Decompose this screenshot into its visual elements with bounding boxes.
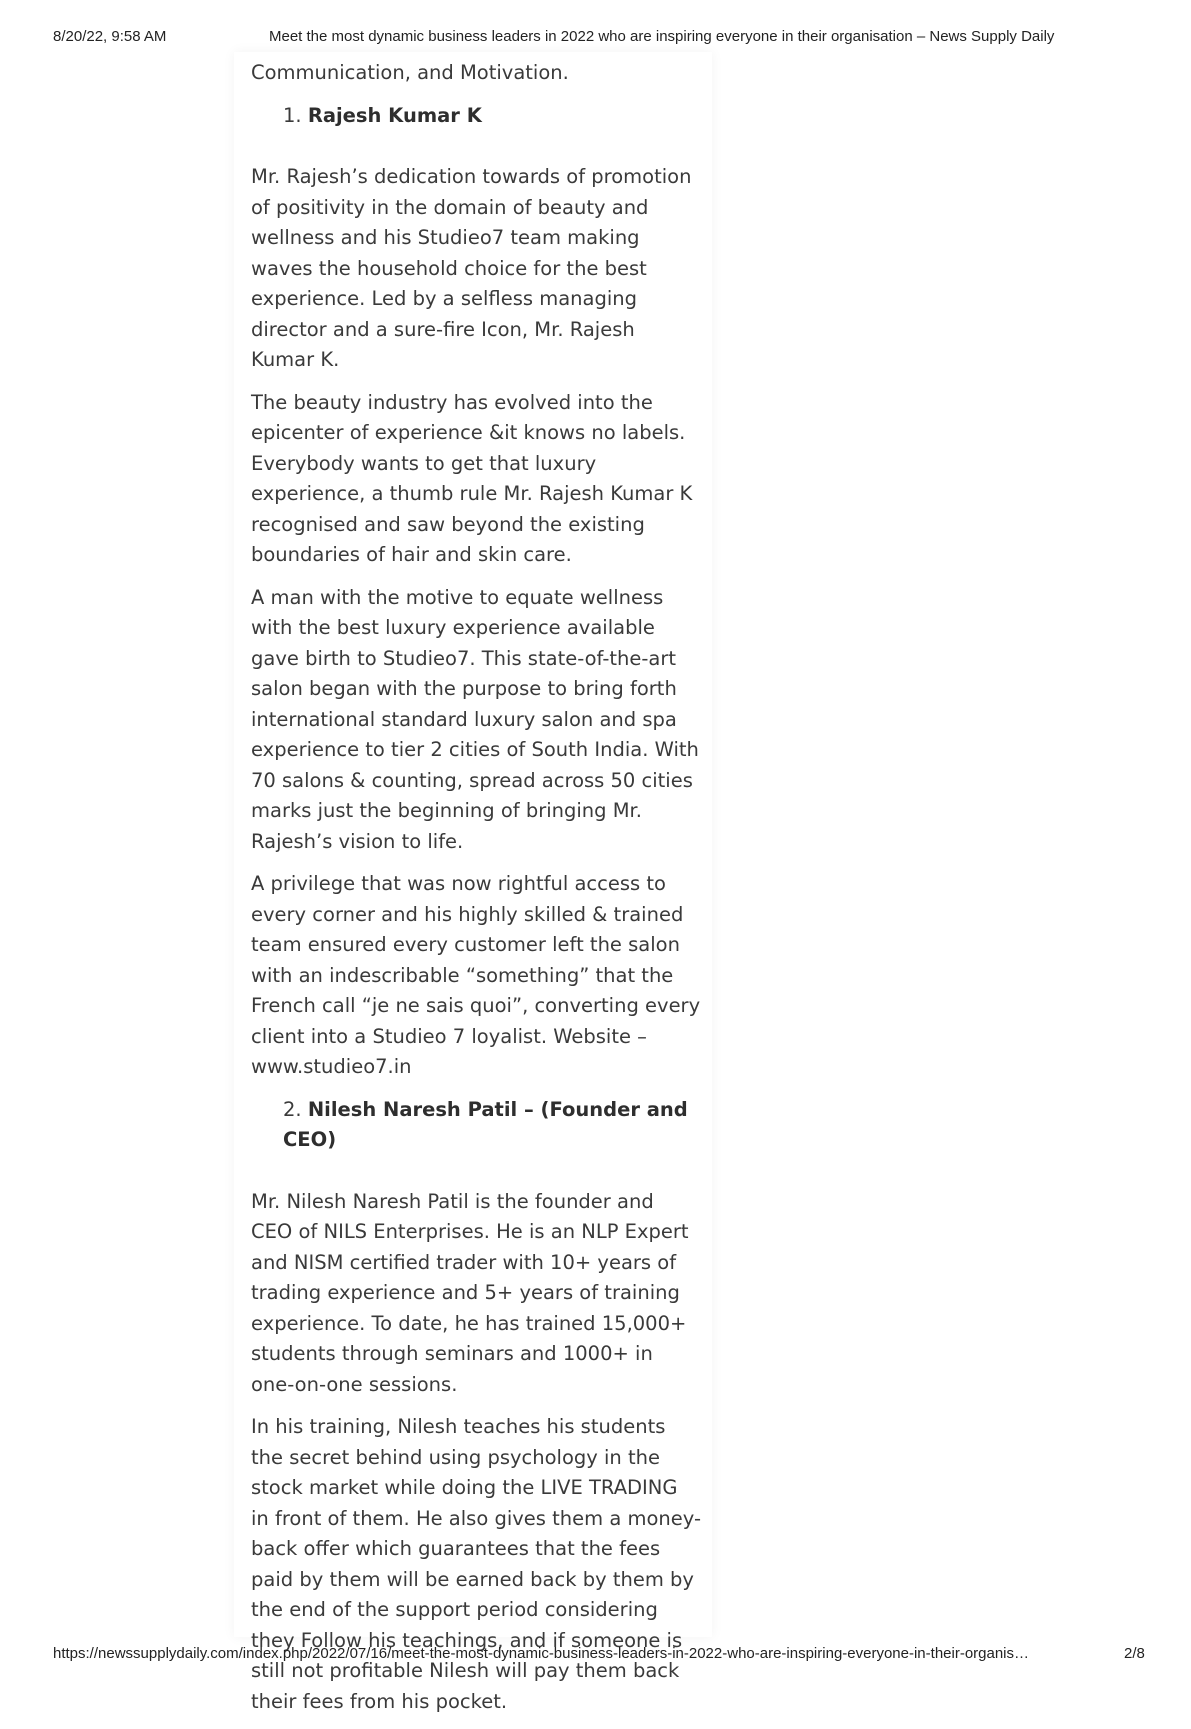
- article-paragraph: The beauty industry has evolved into the epicenter of experience &it knows no labels. Everybody wants to get that luxury experience, a thumb rule Mr. Rajesh Kumar K recognised and saw beyond the existing boundaries of hair and skin care.: [251, 390, 693, 566]
- print-page-title: Meet the most dynamic business leaders in 2022 who are inspiring everyone in their organisation – News Supply Daily: [269, 28, 1055, 45]
- page-url: https://newssupplydaily.com/index.php/2022/07/16/meet-the-most-dynamic-business-leaders-in-2022-who-are-inspiring-everyone-in-their-organis…: [53, 1645, 1030, 1662]
- leader-heading-1: [251, 101, 701, 132]
- article-paragraph: A privilege that was now rightful access to every corner and his highly skilled & trained team ensured every customer left the salon with an indescribable “something” that the French call “je ne sais quoi”, converting every client into a Studieo 7 loyalist. Website – www.studieo7.in: [251, 872, 701, 1078]
- page-number: 2/8: [1124, 1645, 1145, 1662]
- print-header: [0, 28, 1191, 50]
- print-footer: [0, 1645, 1191, 1667]
- leader-number: 2.: [283, 1097, 302, 1121]
- leader-number: 1.: [283, 103, 302, 127]
- intro-paragraph-tail: Communication, and Motivation.: [251, 61, 569, 84]
- leader-name: Rajesh Kumar K: [307, 103, 482, 127]
- print-date: 8/20/22, 9:58 AM: [53, 28, 167, 45]
- article-paragraph: In his training, Nilesh teaches his students the secret behind using psychology in the stock market while doing the LIVE TRADING in front of them. He also gives them a money-back offer which guarantees that the fees paid by them will be earned back by them by the end of the support period considering they Follow his teachings, and if someone is still not profitable Nilesh will pay them back their fees from his pocket.: [251, 1415, 702, 1713]
- article-body: [251, 58, 701, 1729]
- article-paragraph: A man with the motive to equate wellness with the best luxury experience available gave birth to Studieo7. This state-of-the-art salon began with the purpose to bring forth international standard luxury salon and spa experience to tier 2 cities of South India. With 70 salons & counting, spread across 50 cities marks just the beginning of bringing Mr. Rajesh’s vision to life.: [251, 585, 699, 853]
- leader-heading-2: [251, 1095, 701, 1156]
- article-paragraph: Mr. Rajesh’s dedication towards of promotion of positivity in the domain of beauty and wellness and his Studieo7 team making waves the household choice for the best experience. Led by a selfless managing director and a sure-fire Icon, Mr. Rajesh Kumar K.: [251, 165, 692, 371]
- article-paragraph: Mr. Nilesh Naresh Patil is the founder and CEO of NILS Enterprises. He is an NLP Expert and NISM certified trader with 10+ years of trading experience and 5+ years of training experience. To date, he has trained 15,000+ students through seminars and 1000+ in one-on-one sessions.: [251, 1189, 689, 1396]
- leader-name: Nilesh Naresh Patil – (Founder and CEO): [283, 1097, 688, 1151]
